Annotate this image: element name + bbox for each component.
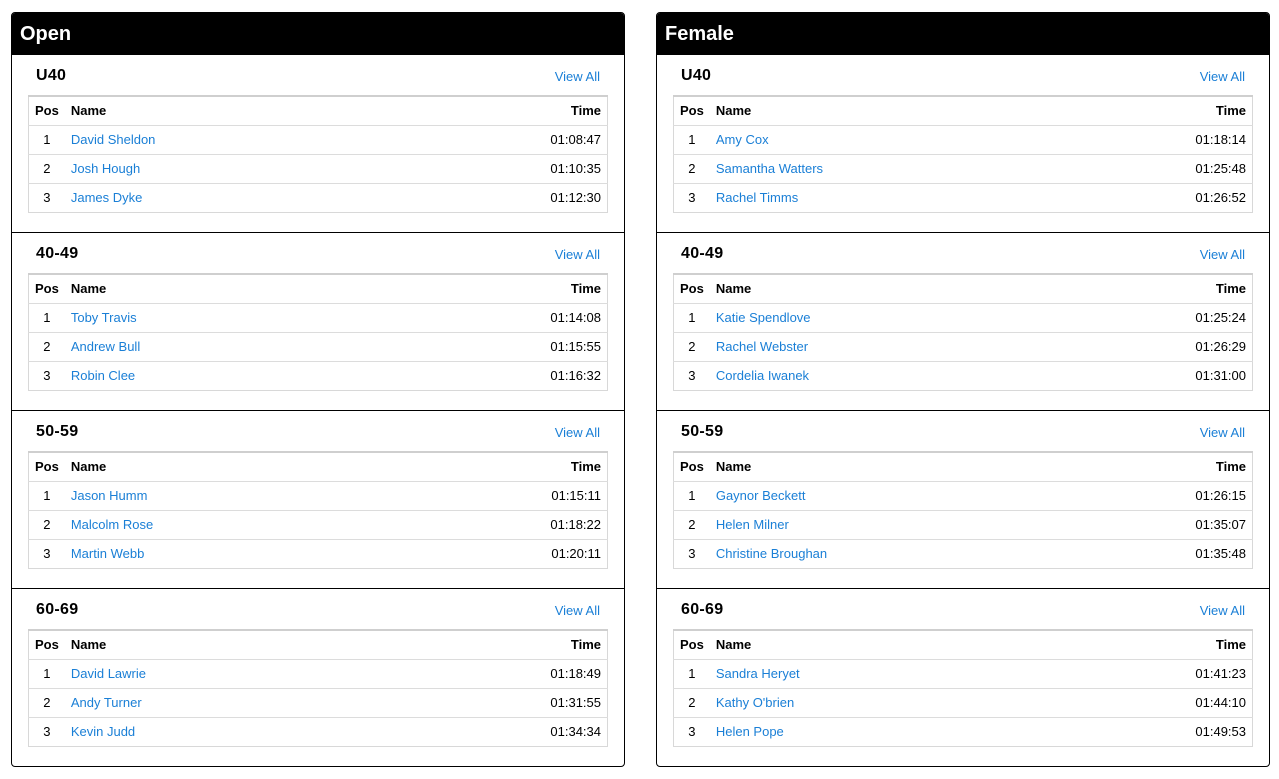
column-header-name: Name [65, 630, 380, 659]
time-cell: 01:15:11 [390, 481, 607, 510]
table-header-row [674, 630, 1253, 659]
group-header [28, 411, 608, 451]
panel-title: Female [657, 13, 1269, 55]
column-header-time: Time [1065, 96, 1253, 125]
table-header-row [29, 96, 608, 125]
results-table [673, 629, 1253, 747]
table-row [674, 539, 1253, 568]
panel-open [11, 12, 625, 767]
group-header [673, 55, 1253, 95]
athlete-link[interactable]: Toby Travis [70, 310, 137, 325]
table-row [29, 717, 608, 746]
name-cell [65, 688, 380, 717]
table-row [29, 361, 608, 390]
position-cell: 1 [674, 659, 710, 688]
age-group-u40 [12, 55, 624, 233]
group-title: 50-59 [681, 423, 724, 440]
name-cell [65, 659, 380, 688]
results-table [28, 95, 608, 213]
column-header-pos: Pos [29, 96, 65, 125]
position-cell: 3 [43, 724, 51, 739]
group-header [673, 411, 1253, 451]
position-cell: 2 [29, 332, 65, 361]
column-header-pos: Pos [29, 274, 65, 303]
time-cell: 01:34:34 [550, 724, 601, 739]
table-row [674, 659, 1253, 688]
group-header [673, 589, 1253, 629]
position-cell: 3 [688, 546, 696, 561]
athlete-link[interactable]: Martin Webb [70, 546, 145, 561]
time-cell: 01:35:07 [1069, 510, 1253, 539]
results-table [28, 629, 608, 747]
table-row [29, 481, 608, 510]
position-cell: 3 [688, 368, 696, 383]
age-group-u40 [657, 55, 1269, 233]
group-title: 40-49 [681, 245, 724, 262]
time-cell: 01:18:14 [1065, 125, 1253, 154]
column-header-time: Time [1051, 274, 1253, 303]
time-cell: 01:31:00 [1195, 368, 1246, 383]
column-header-time: Time [393, 96, 607, 125]
table-row [29, 510, 608, 539]
table-header-row [674, 96, 1253, 125]
position-cell: 2 [29, 688, 65, 717]
position-cell: 3 [43, 368, 51, 383]
time-cell: 01:26:29 [1051, 332, 1253, 361]
time-cell: 01:20:11 [551, 546, 601, 561]
column-header-name: Name [65, 274, 371, 303]
position-cell: 1 [674, 125, 710, 154]
athlete-link[interactable]: Amy Cox [715, 132, 769, 147]
table-row [674, 183, 1253, 212]
table-row [674, 510, 1253, 539]
athlete-link[interactable]: Samantha Watters [715, 161, 824, 176]
name-cell [65, 539, 390, 568]
table-header-row [29, 452, 608, 481]
name-cell [710, 125, 1065, 154]
table-row [29, 125, 608, 154]
table-row [29, 659, 608, 688]
athlete-link[interactable]: Jason Humm [70, 488, 148, 503]
table-row [674, 303, 1253, 332]
age-group-60-69 [12, 589, 624, 767]
age-group-60-69 [657, 589, 1269, 767]
results-table [28, 273, 608, 391]
position-cell: 3 [43, 190, 51, 205]
table-row [29, 332, 608, 361]
position-cell: 1 [674, 481, 710, 510]
column-header-time: Time [370, 274, 607, 303]
position-cell: 1 [29, 303, 65, 332]
athlete-link[interactable]: Kevin Judd [70, 724, 136, 739]
view-all-link[interactable]: View All [1199, 247, 1245, 262]
athlete-link[interactable]: Katie Spendlove [715, 310, 811, 325]
time-cell: 01:26:15 [1069, 481, 1253, 510]
athlete-link[interactable]: Gaynor Beckett [715, 488, 806, 503]
time-cell: 01:08:47 [393, 125, 607, 154]
time-cell: 01:18:49 [380, 659, 608, 688]
position-cell: 2 [674, 332, 710, 361]
group-header [673, 233, 1253, 273]
table-row [29, 154, 608, 183]
group-title: 50-59 [36, 423, 79, 440]
athlete-link[interactable]: Helen Pope [715, 724, 784, 739]
column-header-name: Name [710, 452, 1069, 481]
time-cell: 01:16:32 [550, 368, 601, 383]
column-header-pos: Pos [674, 630, 710, 659]
column-header-time: Time [380, 630, 608, 659]
name-cell [65, 154, 393, 183]
group-title: 60-69 [681, 601, 724, 618]
position-cell: 2 [29, 154, 65, 183]
table-row [674, 332, 1253, 361]
name-cell [65, 125, 393, 154]
table-row [29, 183, 608, 212]
athlete-link[interactable]: Sandra Heryet [715, 666, 800, 681]
view-all-link[interactable]: View All [554, 603, 600, 618]
name-cell [65, 361, 371, 390]
age-group-50-59 [657, 411, 1269, 589]
position-cell: 3 [43, 546, 51, 561]
column-header-pos: Pos [29, 452, 65, 481]
column-header-pos: Pos [674, 452, 710, 481]
group-title: U40 [36, 67, 67, 84]
time-cell: 01:10:35 [393, 154, 607, 183]
position-cell: 3 [688, 190, 696, 205]
name-cell [710, 717, 1037, 746]
table-row [674, 154, 1253, 183]
time-cell: 01:41:23 [1037, 659, 1252, 688]
column-header-pos: Pos [674, 274, 710, 303]
athlete-link[interactable]: Helen Milner [715, 517, 789, 532]
table-header-row [29, 274, 608, 303]
view-all-link[interactable]: View All [554, 247, 600, 262]
time-cell: 01:49:53 [1195, 724, 1246, 739]
position-cell: 1 [29, 659, 65, 688]
column-header-time: Time [1069, 452, 1253, 481]
age-group-40-49 [12, 233, 624, 411]
name-cell [710, 332, 1051, 361]
view-all-link[interactable]: View All [1199, 425, 1245, 440]
name-cell [65, 510, 390, 539]
column-header-name: Name [65, 96, 393, 125]
name-cell [65, 717, 380, 746]
athlete-link[interactable]: Malcolm Rose [70, 517, 154, 532]
table-row [674, 481, 1253, 510]
results-table [673, 273, 1253, 391]
time-cell: 01:26:52 [1195, 190, 1246, 205]
results-table [673, 95, 1253, 213]
time-cell: 01:15:55 [370, 332, 607, 361]
time-cell: 01:14:08 [370, 303, 607, 332]
name-cell [710, 539, 1069, 568]
results-table [28, 451, 608, 569]
column-header-name: Name [65, 452, 390, 481]
position-cell: 2 [674, 688, 710, 717]
column-header-name: Name [710, 274, 1051, 303]
name-cell [710, 510, 1069, 539]
column-header-time: Time [390, 452, 607, 481]
time-cell: 01:25:24 [1051, 303, 1253, 332]
table-row [29, 303, 608, 332]
name-cell [710, 688, 1037, 717]
athlete-link[interactable]: Rachel Timms [715, 190, 799, 205]
athlete-link[interactable]: David Sheldon [70, 132, 156, 147]
position-cell: 2 [674, 154, 710, 183]
position-cell: 1 [674, 303, 710, 332]
position-cell: 1 [29, 481, 65, 510]
athlete-link[interactable]: David Lawrie [70, 666, 146, 681]
name-cell [65, 303, 371, 332]
athlete-link[interactable]: Andrew Bull [70, 339, 141, 354]
column-header-pos: Pos [29, 630, 65, 659]
athlete-link[interactable]: Andy Turner [70, 695, 142, 710]
group-title: 60-69 [36, 601, 79, 618]
view-all-link[interactable]: View All [554, 69, 600, 84]
position-cell: 3 [688, 724, 696, 739]
column-header-pos: Pos [674, 96, 710, 125]
table-row [674, 361, 1253, 390]
view-all-link[interactable]: View All [554, 425, 600, 440]
table-header-row [674, 274, 1253, 303]
name-cell [710, 481, 1069, 510]
table-row [674, 717, 1253, 746]
athlete-link[interactable]: Christine Broughan [715, 546, 828, 561]
name-cell [710, 154, 1065, 183]
age-group-40-49 [657, 233, 1269, 411]
position-cell: 2 [29, 510, 65, 539]
time-cell: 01:44:10 [1037, 688, 1252, 717]
column-header-name: Name [710, 630, 1037, 659]
name-cell [710, 183, 1065, 212]
column-header-time: Time [1037, 630, 1252, 659]
column-header-name: Name [710, 96, 1065, 125]
group-title: U40 [681, 67, 712, 84]
table-header-row [674, 452, 1253, 481]
name-cell [65, 481, 390, 510]
time-cell: 01:31:55 [380, 688, 608, 717]
group-header [28, 589, 608, 629]
name-cell [710, 659, 1037, 688]
group-header [28, 233, 608, 273]
table-row [674, 125, 1253, 154]
athlete-link[interactable]: Rachel Webster [715, 339, 809, 354]
athlete-link[interactable]: Cordelia Iwanek [715, 368, 810, 383]
time-cell: 01:12:30 [550, 190, 601, 205]
time-cell: 01:35:48 [1195, 546, 1246, 561]
name-cell [65, 332, 371, 361]
table-row [29, 688, 608, 717]
athlete-link[interactable]: Josh Hough [70, 161, 141, 176]
name-cell [710, 361, 1051, 390]
age-group-50-59 [12, 411, 624, 589]
table-header-row [29, 630, 608, 659]
athlete-link[interactable]: Robin Clee [70, 368, 136, 383]
position-cell: 2 [674, 510, 710, 539]
view-all-link[interactable]: View All [1199, 603, 1245, 618]
athlete-link[interactable]: James Dyke [70, 190, 143, 205]
time-cell: 01:18:22 [390, 510, 607, 539]
time-cell: 01:25:48 [1065, 154, 1253, 183]
name-cell [710, 303, 1051, 332]
group-title: 40-49 [36, 245, 79, 262]
table-row [674, 688, 1253, 717]
position-cell: 1 [29, 125, 65, 154]
table-row [29, 539, 608, 568]
group-header [28, 55, 608, 95]
results-table [673, 451, 1253, 569]
athlete-link[interactable]: Kathy O'brien [715, 695, 795, 710]
view-all-link[interactable]: View All [1199, 69, 1245, 84]
name-cell [65, 183, 393, 212]
panel-title: Open [12, 13, 624, 55]
panel-female [656, 12, 1270, 767]
